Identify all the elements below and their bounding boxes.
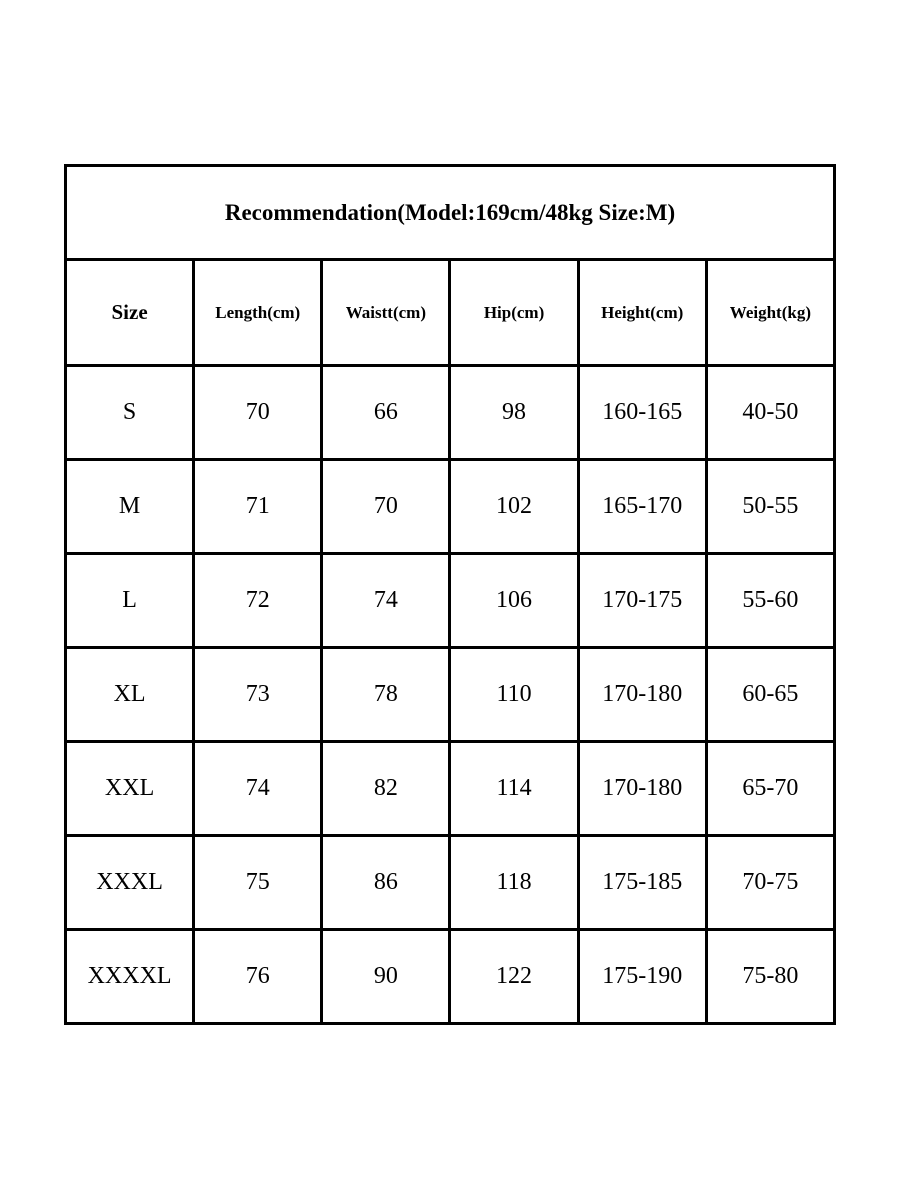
cell-size: L bbox=[66, 554, 194, 648]
header-weight: Weight(kg) bbox=[706, 260, 834, 366]
table-row bbox=[66, 554, 835, 648]
cell-height: 165-170 bbox=[578, 460, 706, 554]
header-size: Size bbox=[66, 260, 194, 366]
cell-size: XXL bbox=[66, 742, 194, 836]
cell-length: 73 bbox=[194, 648, 322, 742]
cell-size: XXXXL bbox=[66, 930, 194, 1024]
cell-height: 160-165 bbox=[578, 366, 706, 460]
header-length: Length(cm) bbox=[194, 260, 322, 366]
cell-height: 175-185 bbox=[578, 836, 706, 930]
title-row bbox=[66, 166, 835, 260]
cell-length: 70 bbox=[194, 366, 322, 460]
cell-hip: 114 bbox=[450, 742, 578, 836]
cell-waist: 82 bbox=[322, 742, 450, 836]
cell-weight: 70-75 bbox=[706, 836, 834, 930]
table-row bbox=[66, 460, 835, 554]
cell-hip: 106 bbox=[450, 554, 578, 648]
cell-length: 75 bbox=[194, 836, 322, 930]
cell-weight: 75-80 bbox=[706, 930, 834, 1024]
cell-waist: 86 bbox=[322, 836, 450, 930]
cell-hip: 98 bbox=[450, 366, 578, 460]
table-row bbox=[66, 836, 835, 930]
cell-waist: 74 bbox=[322, 554, 450, 648]
cell-size: XXXL bbox=[66, 836, 194, 930]
cell-weight: 55-60 bbox=[706, 554, 834, 648]
cell-size: S bbox=[66, 366, 194, 460]
table-row bbox=[66, 742, 835, 836]
table-row bbox=[66, 366, 835, 460]
cell-height: 175-190 bbox=[578, 930, 706, 1024]
header-hip: Hip(cm) bbox=[450, 260, 578, 366]
cell-height: 170-175 bbox=[578, 554, 706, 648]
size-chart-table bbox=[64, 164, 836, 1025]
cell-height: 170-180 bbox=[578, 742, 706, 836]
cell-size: M bbox=[66, 460, 194, 554]
cell-height: 170-180 bbox=[578, 648, 706, 742]
cell-weight: 50-55 bbox=[706, 460, 834, 554]
cell-hip: 102 bbox=[450, 460, 578, 554]
cell-waist: 78 bbox=[322, 648, 450, 742]
cell-waist: 90 bbox=[322, 930, 450, 1024]
table-row bbox=[66, 930, 835, 1024]
cell-hip: 110 bbox=[450, 648, 578, 742]
cell-length: 74 bbox=[194, 742, 322, 836]
cell-length: 72 bbox=[194, 554, 322, 648]
cell-waist: 66 bbox=[322, 366, 450, 460]
cell-hip: 122 bbox=[450, 930, 578, 1024]
cell-waist: 70 bbox=[322, 460, 450, 554]
table-row bbox=[66, 648, 835, 742]
cell-length: 71 bbox=[194, 460, 322, 554]
table-title: Recommendation(Model:169cm/48kg Size:M) bbox=[66, 166, 835, 260]
header-height: Height(cm) bbox=[578, 260, 706, 366]
header-waist: Waistt(cm) bbox=[322, 260, 450, 366]
cell-length: 76 bbox=[194, 930, 322, 1024]
cell-size: XL bbox=[66, 648, 194, 742]
cell-weight: 40-50 bbox=[706, 366, 834, 460]
cell-weight: 60-65 bbox=[706, 648, 834, 742]
cell-hip: 118 bbox=[450, 836, 578, 930]
cell-weight: 65-70 bbox=[706, 742, 834, 836]
header-row bbox=[66, 260, 835, 366]
